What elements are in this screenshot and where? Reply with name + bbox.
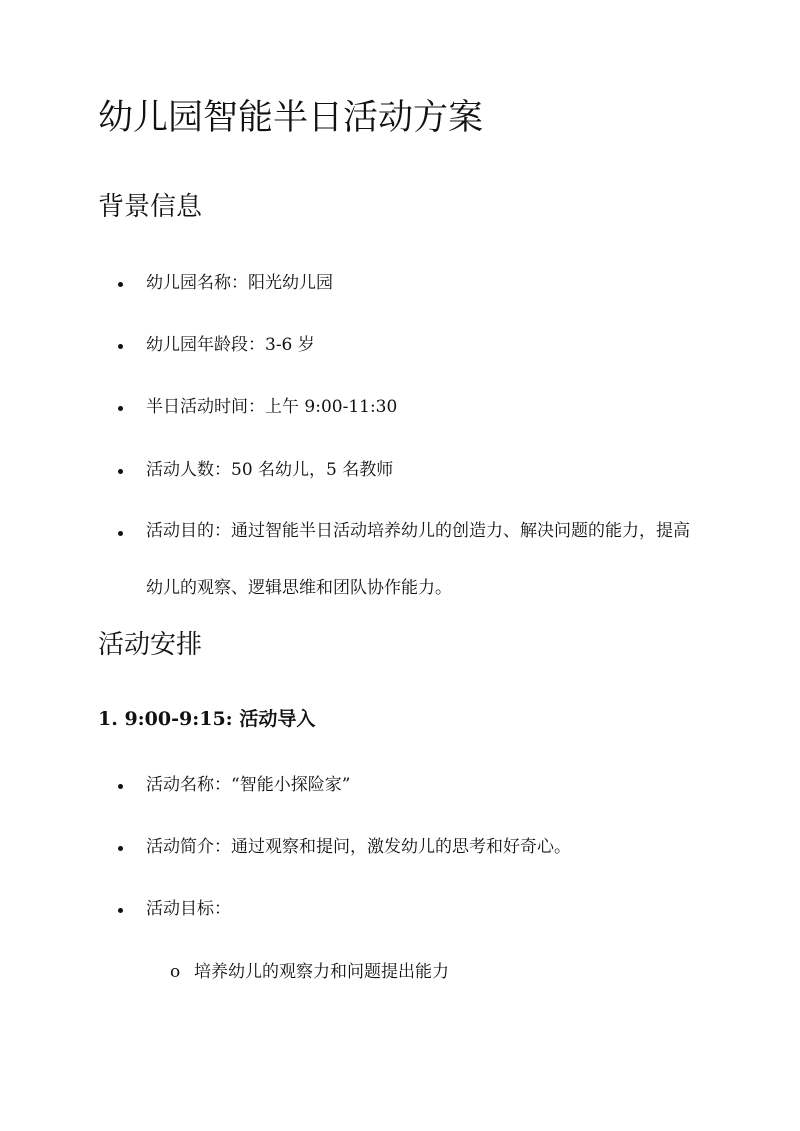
section-heading-schedule: 活动安排: [98, 630, 203, 660]
bullet-marker: [118, 394, 138, 420]
list-item-activity-goals: 活动目标：: [146, 899, 231, 919]
list-item-kindergarten-name: 幼儿园名称：阳光幼儿园: [146, 273, 333, 293]
bullet-marker: [118, 519, 138, 545]
subsection-heading-intro: 1. 9:00-9:15: 活动导入: [98, 708, 316, 730]
document-title: 幼儿园智能半日活动方案: [98, 98, 484, 138]
list-item-activity-time: 半日活动时间：上午 9:00-11:30: [146, 397, 398, 417]
list-item-activity-name: 活动名称：“智能小探险家”: [146, 775, 351, 795]
bullet-marker: [118, 896, 138, 922]
list-item-participants: 活动人数：50 名幼儿，5 名教师: [146, 460, 394, 480]
bullet-marker: [118, 457, 138, 483]
list-item-activity-purpose: 活动目的：通过智能半日活动培养幼儿的创造力、解决问题的能力，提高幼儿的观察、逻辑思维和团队协作能力。: [146, 521, 690, 598]
bullet-marker: [118, 834, 138, 860]
list-item-age-range: 幼儿园年龄段：3-6 岁: [146, 335, 315, 355]
sub-bullet-marker: o: [170, 962, 181, 982]
sub-list-item-observation: 培养幼儿的观察力和问题提出能力: [194, 962, 449, 982]
bullet-marker: [118, 332, 138, 358]
list-item-activity-summary: 活动简介：通过观察和提问，激发幼儿的思考和好奇心。: [146, 837, 571, 857]
section-heading-background: 背景信息: [98, 192, 203, 222]
bullet-marker: [118, 270, 138, 296]
bullet-marker: [118, 772, 138, 798]
